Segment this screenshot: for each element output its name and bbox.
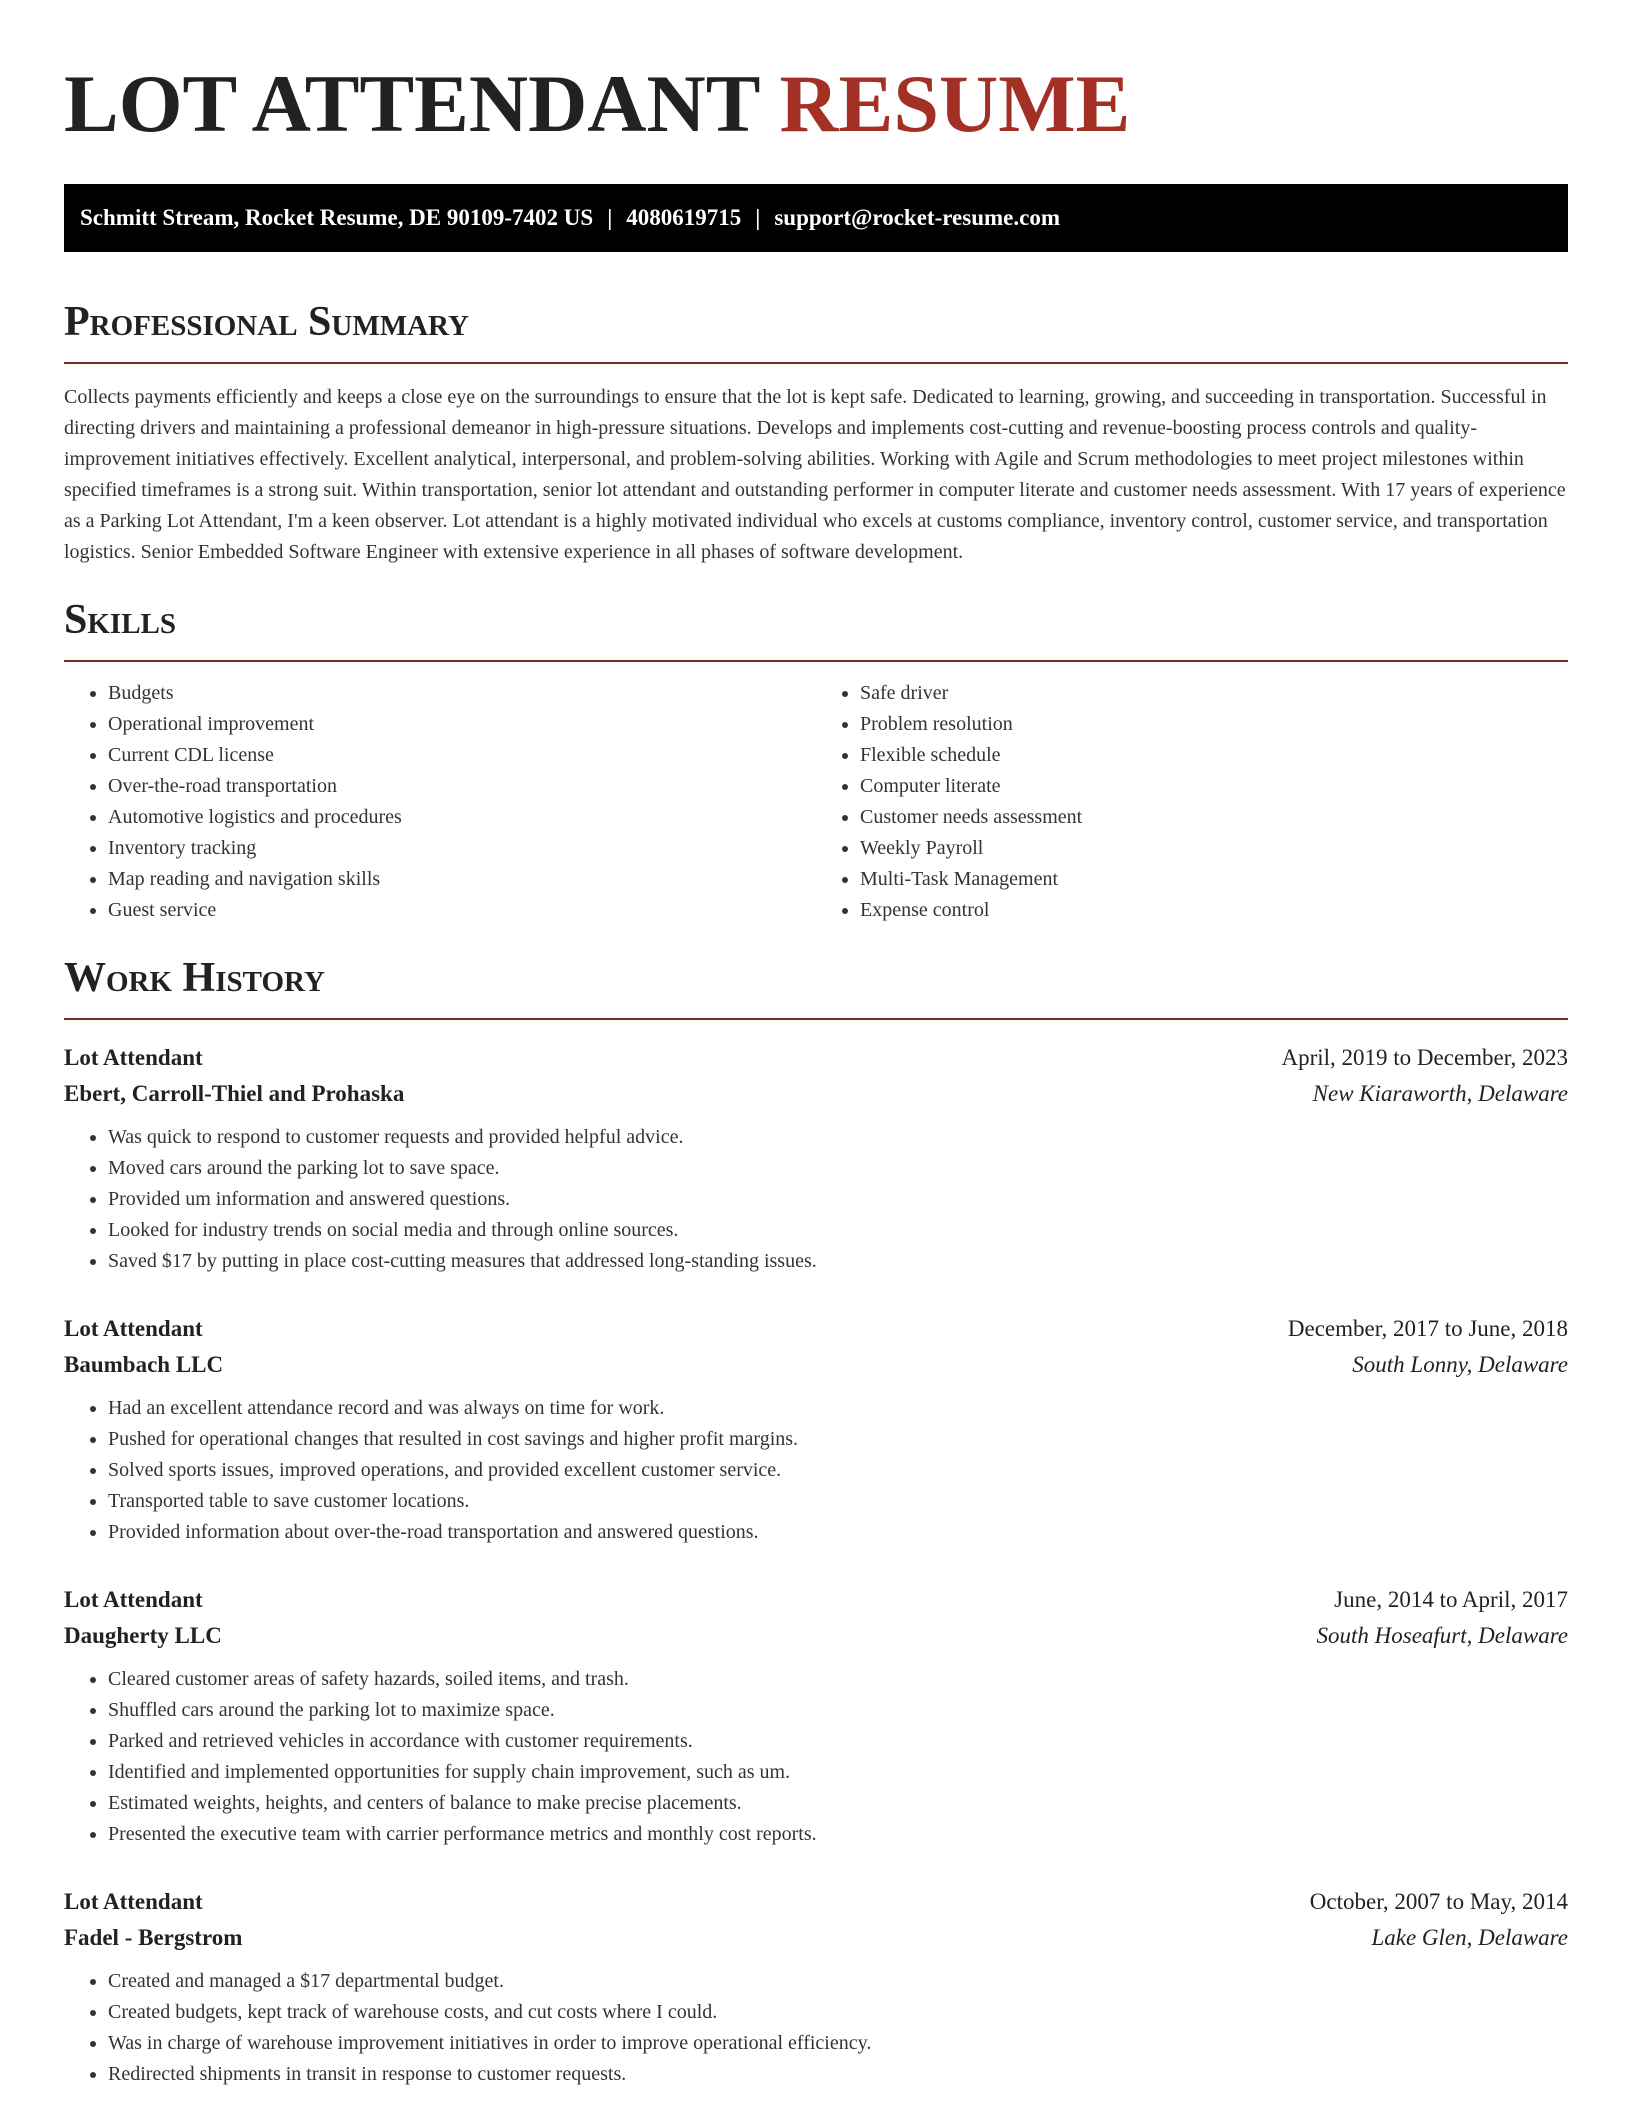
job-location: South Lonny, Delaware (1352, 1352, 1568, 1377)
job-bullet: • Estimated weights, heights, and centers of balance to make precise placements. (108, 1788, 1568, 1819)
skills-column-left (64, 678, 816, 926)
job-title: Lot Attendant (64, 1045, 203, 1070)
job-bullet: • Was quick to respond to customer requests and provided helpful advice. (108, 1122, 1568, 1153)
title-main: LOT ATTENDANT (64, 58, 759, 149)
skill-item: • Computer literate (860, 771, 1568, 802)
skill-item: • Customer needs assessment (860, 802, 1568, 833)
skill-item: • Guest service (108, 895, 816, 926)
job-bullet: • Looked for industry trends on social media and through online sources. (108, 1215, 1568, 1246)
job-bullet: • Transported table to save customer locations. (108, 1486, 1568, 1517)
work-history-heading: Work History (64, 955, 325, 1001)
job-bullet: • Created budgets, kept track of warehouse costs, and cut costs where I could. (108, 1997, 1568, 2028)
skill-item: • Safe driver (860, 678, 1568, 709)
job-dates: April, 2019 to December, 2023 (1281, 1045, 1568, 1070)
contact-phone: 4080619715 (626, 205, 742, 230)
job-bullet: • Parked and retrieved vehicles in accordance with customer requirements. (108, 1726, 1568, 1757)
section-divider (64, 362, 1568, 364)
job-title: Lot Attendant (64, 1587, 203, 1612)
contact-separator: | (607, 205, 613, 230)
job-bullet: • Saved $17 by putting in place cost-cutting measures that addressed long-standing issues. (108, 1246, 1568, 1277)
skills-column-right (816, 678, 1568, 926)
summary-heading: Professional Summary (64, 299, 469, 345)
job-dates: December, 2017 to June, 2018 (1287, 1316, 1568, 1341)
section-divider (64, 1018, 1568, 1020)
skill-item: • Flexible schedule (860, 740, 1568, 771)
job-bullet: • Cleared customer areas of safety hazards, soiled items, and trash. (108, 1664, 1568, 1695)
skill-item: • Operational improvement (108, 709, 816, 740)
job-bullets (64, 1122, 1568, 1277)
title-accent: RESUME (779, 58, 1131, 149)
contact-bar (64, 184, 1568, 252)
skill-item: • Automotive logistics and procedures (108, 802, 816, 833)
job-entry (64, 1040, 1568, 1277)
job-bullet: • Created and managed a $17 departmental budget. (108, 1966, 1568, 1997)
job-bullet: • Was in charge of warehouse improvement initiatives in order to improve operational efficiency. (108, 2028, 1568, 2059)
skills-list (64, 678, 1568, 926)
contact-separator: | (755, 205, 761, 230)
contact-address: Schmitt Stream, Rocket Resume, DE 90109-7402 US (80, 205, 594, 230)
skill-item: • Current CDL license (108, 740, 816, 771)
job-company: Baumbach LLC (64, 1352, 224, 1377)
section-divider (64, 660, 1568, 662)
job-bullet: • Solved sports issues, improved operations, and provided excellent customer service. (108, 1455, 1568, 1486)
skill-item: • Budgets (108, 678, 816, 709)
job-title: Lot Attendant (64, 1316, 203, 1341)
skill-item: • Over-the-road transportation (108, 771, 816, 802)
skill-item: • Weekly Payroll (860, 833, 1568, 864)
job-location: South Hoseafurt, Delaware (1316, 1623, 1568, 1648)
skill-item: • Map reading and navigation skills (108, 864, 816, 895)
job-bullet: • Redirected shipments in transit in response to customer requests. (108, 2059, 1568, 2090)
job-bullet: • Identified and implemented opportunities for supply chain improvement, such as um. (108, 1757, 1568, 1788)
skill-item: • Expense control (860, 895, 1568, 926)
job-bullet: • Provided information about over-the-road transportation and answered questions. (108, 1517, 1568, 1548)
job-company: Fadel - Bergstrom (64, 1925, 243, 1950)
skill-item: • Inventory tracking (108, 833, 816, 864)
job-bullet: • Presented the executive team with carrier performance metrics and monthly cost reports. (108, 1819, 1568, 1850)
job-entry (64, 1582, 1568, 1850)
skill-item: • Multi-Task Management (860, 864, 1568, 895)
job-bullet: • Moved cars around the parking lot to save space. (108, 1153, 1568, 1184)
job-dates: June, 2014 to April, 2017 (1334, 1587, 1568, 1612)
skill-item: • Problem resolution (860, 709, 1568, 740)
job-location: New Kiaraworth, Delaware (1312, 1081, 1568, 1106)
job-title: Lot Attendant (64, 1889, 203, 1914)
job-dates: October, 2007 to May, 2014 (1309, 1889, 1568, 1914)
job-bullet: • Shuffled cars around the parking lot to maximize space. (108, 1695, 1568, 1726)
resume-title (64, 0, 1568, 150)
job-entry (64, 1311, 1568, 1548)
job-bullet: • Pushed for operational changes that resulted in cost savings and higher profit margins. (108, 1424, 1568, 1455)
summary-text: Collects payments efficiently and keeps a close eye on the surroundings to ensure that the lot is kept safe. Dedicated to learning, growing, and succeeding in transportation. Successful in directing drivers and maintaining a professional demeanor in high-pressure situations. Develops and implements cost-cutting and revenue-boosting process controls and quality-improvement initiatives effectively. Excellent analytical, interpersonal, and problem-solving abilities. Working with Agile and Scrum methodologies to meet project milestones within specified timeframes is a strong suit. Within transportation, senior lot attendant and outstanding performer in computer literate and customer needs assessment. With 17 years of experience as a Parking Lot Attendant, I'm a keen observer. Lot attendant is a highly motivated individual who excels at customs compliance, inventory control, customer service, and transportation logistics. Senior Embedded Software Engineer with extensive experience in all phases of software development. (64, 386, 1566, 563)
job-bullets (64, 1664, 1568, 1850)
job-company: Daugherty LLC (64, 1623, 222, 1648)
skills-heading: Skills (64, 597, 177, 643)
job-bullets (64, 1393, 1568, 1548)
job-location: Lake Glen, Delaware (1371, 1925, 1568, 1950)
job-bullet: • Had an excellent attendance record and was always on time for work. (108, 1393, 1568, 1424)
contact-email: support@rocket-resume.com (774, 205, 1060, 230)
job-company: Ebert, Carroll-Thiel and Prohaska (64, 1081, 405, 1106)
job-bullets (64, 1966, 1568, 2090)
job-bullet: • Provided um information and answered questions. (108, 1184, 1568, 1215)
job-entry (64, 1884, 1568, 2090)
